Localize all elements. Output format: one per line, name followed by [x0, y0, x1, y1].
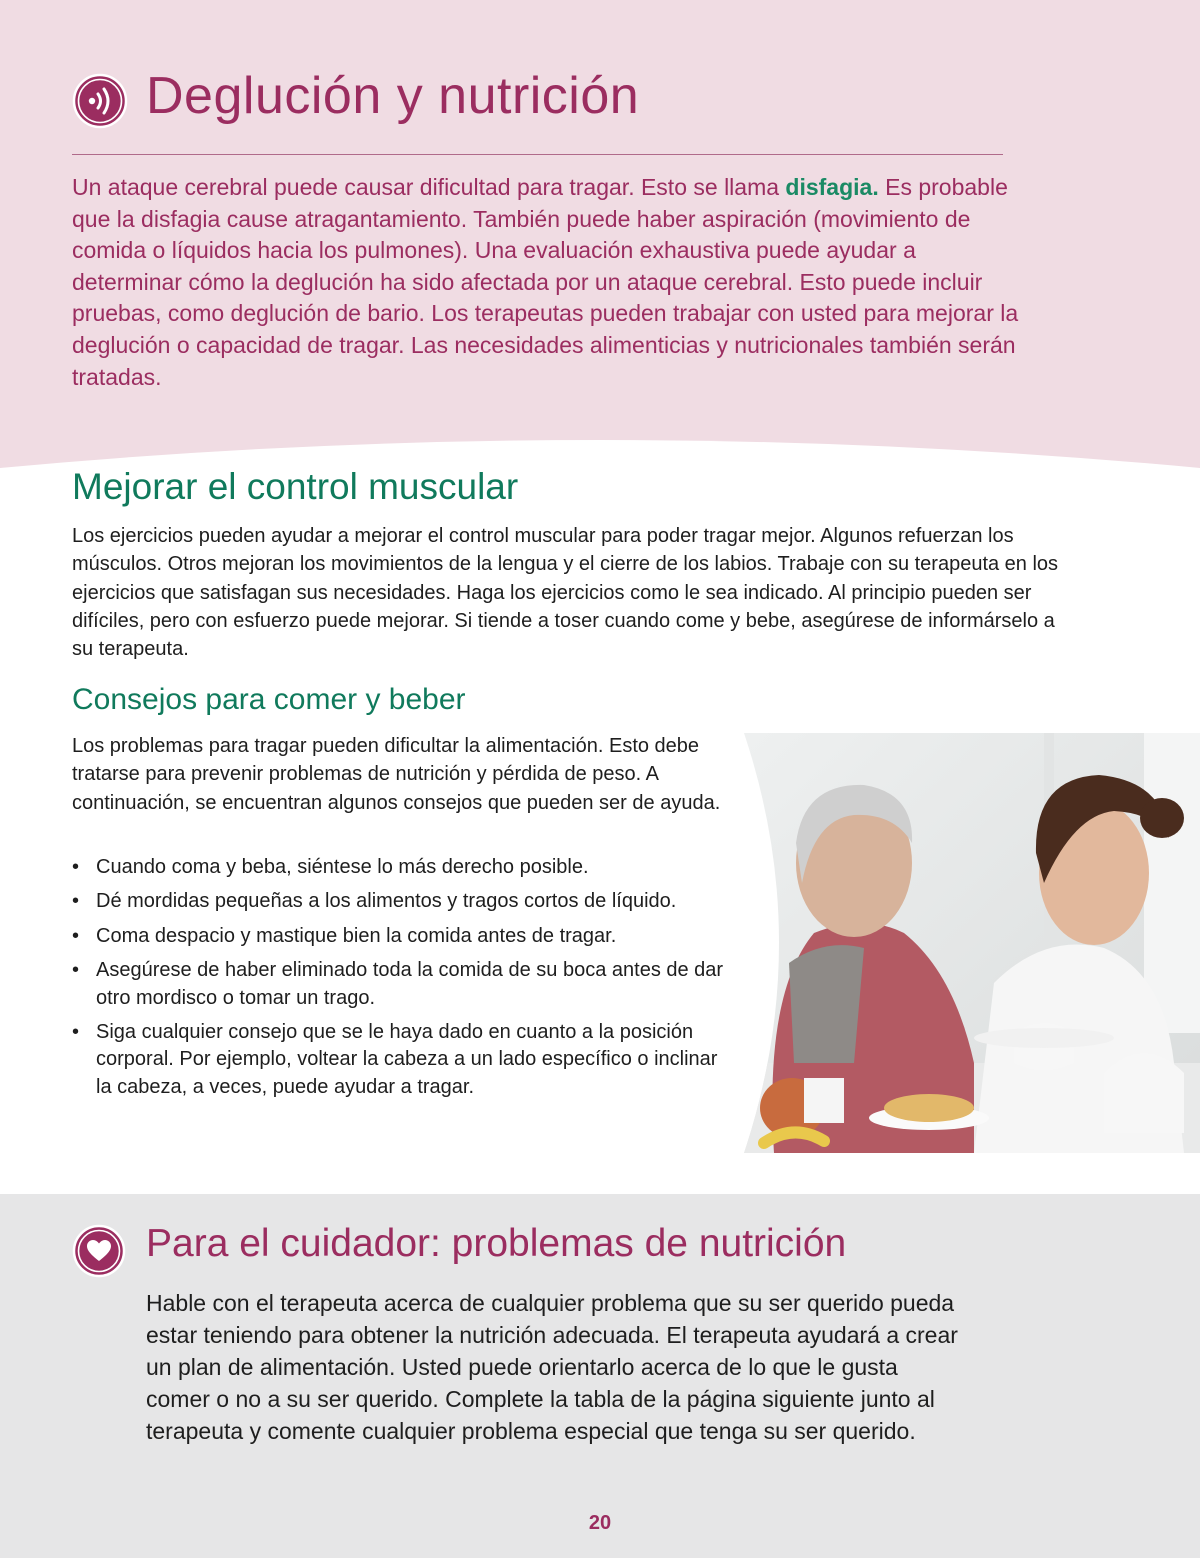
- tips-list-item: • Coma despacio y mastique bien la comida antes de tragar.: [72, 923, 732, 950]
- page-title: Deglución y nutrición: [146, 67, 640, 125]
- caregiver-paragraph: Hable con el terapeuta acerca de cualquier problema que su ser querido pueda estar teniendo para obtener la nutrición adecuada. El terapeuta ayudará a crear un plan de alimentación. Usted puede orientarlo acerca de lo que le gusta comer o no a su ser querido. Complete la tabla de la página siguiente junto al terapeuta y comente cualquier problema especial que tenga su ser querido.: [146, 1290, 958, 1444]
- speech-sound-icon: [72, 73, 128, 129]
- tips-heading: Consejos para comer y beber: [72, 683, 466, 716]
- intro-paragraph: [72, 172, 1032, 393]
- caregiver-heading: Para el cuidador: problemas de nutrición: [146, 1222, 847, 1265]
- heart-icon: [72, 1224, 126, 1278]
- title-divider: [72, 154, 1003, 155]
- caregiver-and-elder-photo: [744, 733, 1200, 1153]
- tips-intro-paragraph: Los problemas para tragar pueden dificultar la alimentación. Esto debe tratarse para prevenir problemas de nutrición y pérdida de peso. A continuación, se encuentran algunos consejos que pueden ser de ayuda.: [72, 735, 721, 814]
- intro-text-start: Un ataque cerebral puede causar dificultad para tragar. Esto se llama: [72, 174, 786, 200]
- muscle-heading: Mejorar el control muscular: [72, 466, 519, 507]
- muscle-paragraph: Los ejercicios pueden ayudar a mejorar el control muscular para poder tragar mejor. Algunos refuerzan los músculos. Otros mejoran los movimientos de la lengua y el cierre de los labios. Trabaje con su terapeuta en los ejercicios que satisfagan sus necesidades. Haga los ejercicios como le sea indicado. Al principio pueden ser difíciles, pero con esfuerzo puede mejorar. Si tiende a toser cuando come y bebe, asegúrese de informárselo a su terapeuta.: [72, 525, 1059, 661]
- intro-term-disfagia: disfagia.: [785, 174, 879, 200]
- tips-list-item: • Asegúrese de haber eliminado toda la comida de su boca antes de dar otro mordisco o tomar un trago.: [72, 957, 732, 1012]
- tips-list-item: • Dé mordidas pequeñas a los alimentos y tragos cortos de líquido.: [72, 888, 732, 915]
- page-number: 20: [588, 1512, 612, 1534]
- tips-list-item: • Siga cualquier consejo que se le haya dado en cuanto a la posición corporal. Por ejemplo, voltear la cabeza a un lado específico o inclinar la cabeza, a veces, puede ayudar a tragar.: [72, 1019, 732, 1101]
- tips-list: [72, 854, 732, 1108]
- tips-list-item: • Cuando coma y beba, siéntese lo más derecho posible.: [72, 854, 732, 881]
- intro-text-end: Es probable que la disfagia cause atragantamiento. También puede haber aspiración (movimiento de comida o líquidos hacia los pulmones). Una evaluación exhaustiva puede ayudar a determinar cómo la deglución ha sido afectada por un ataque cerebral. Esto puede incluir pruebas, como deglución de bario. Los terapeutas pueden trabajar con usted para mejorar la deglución o capacidad de tragar. Las necesidades alimenticias y nutricionales también serán tratadas.: [72, 174, 1019, 390]
